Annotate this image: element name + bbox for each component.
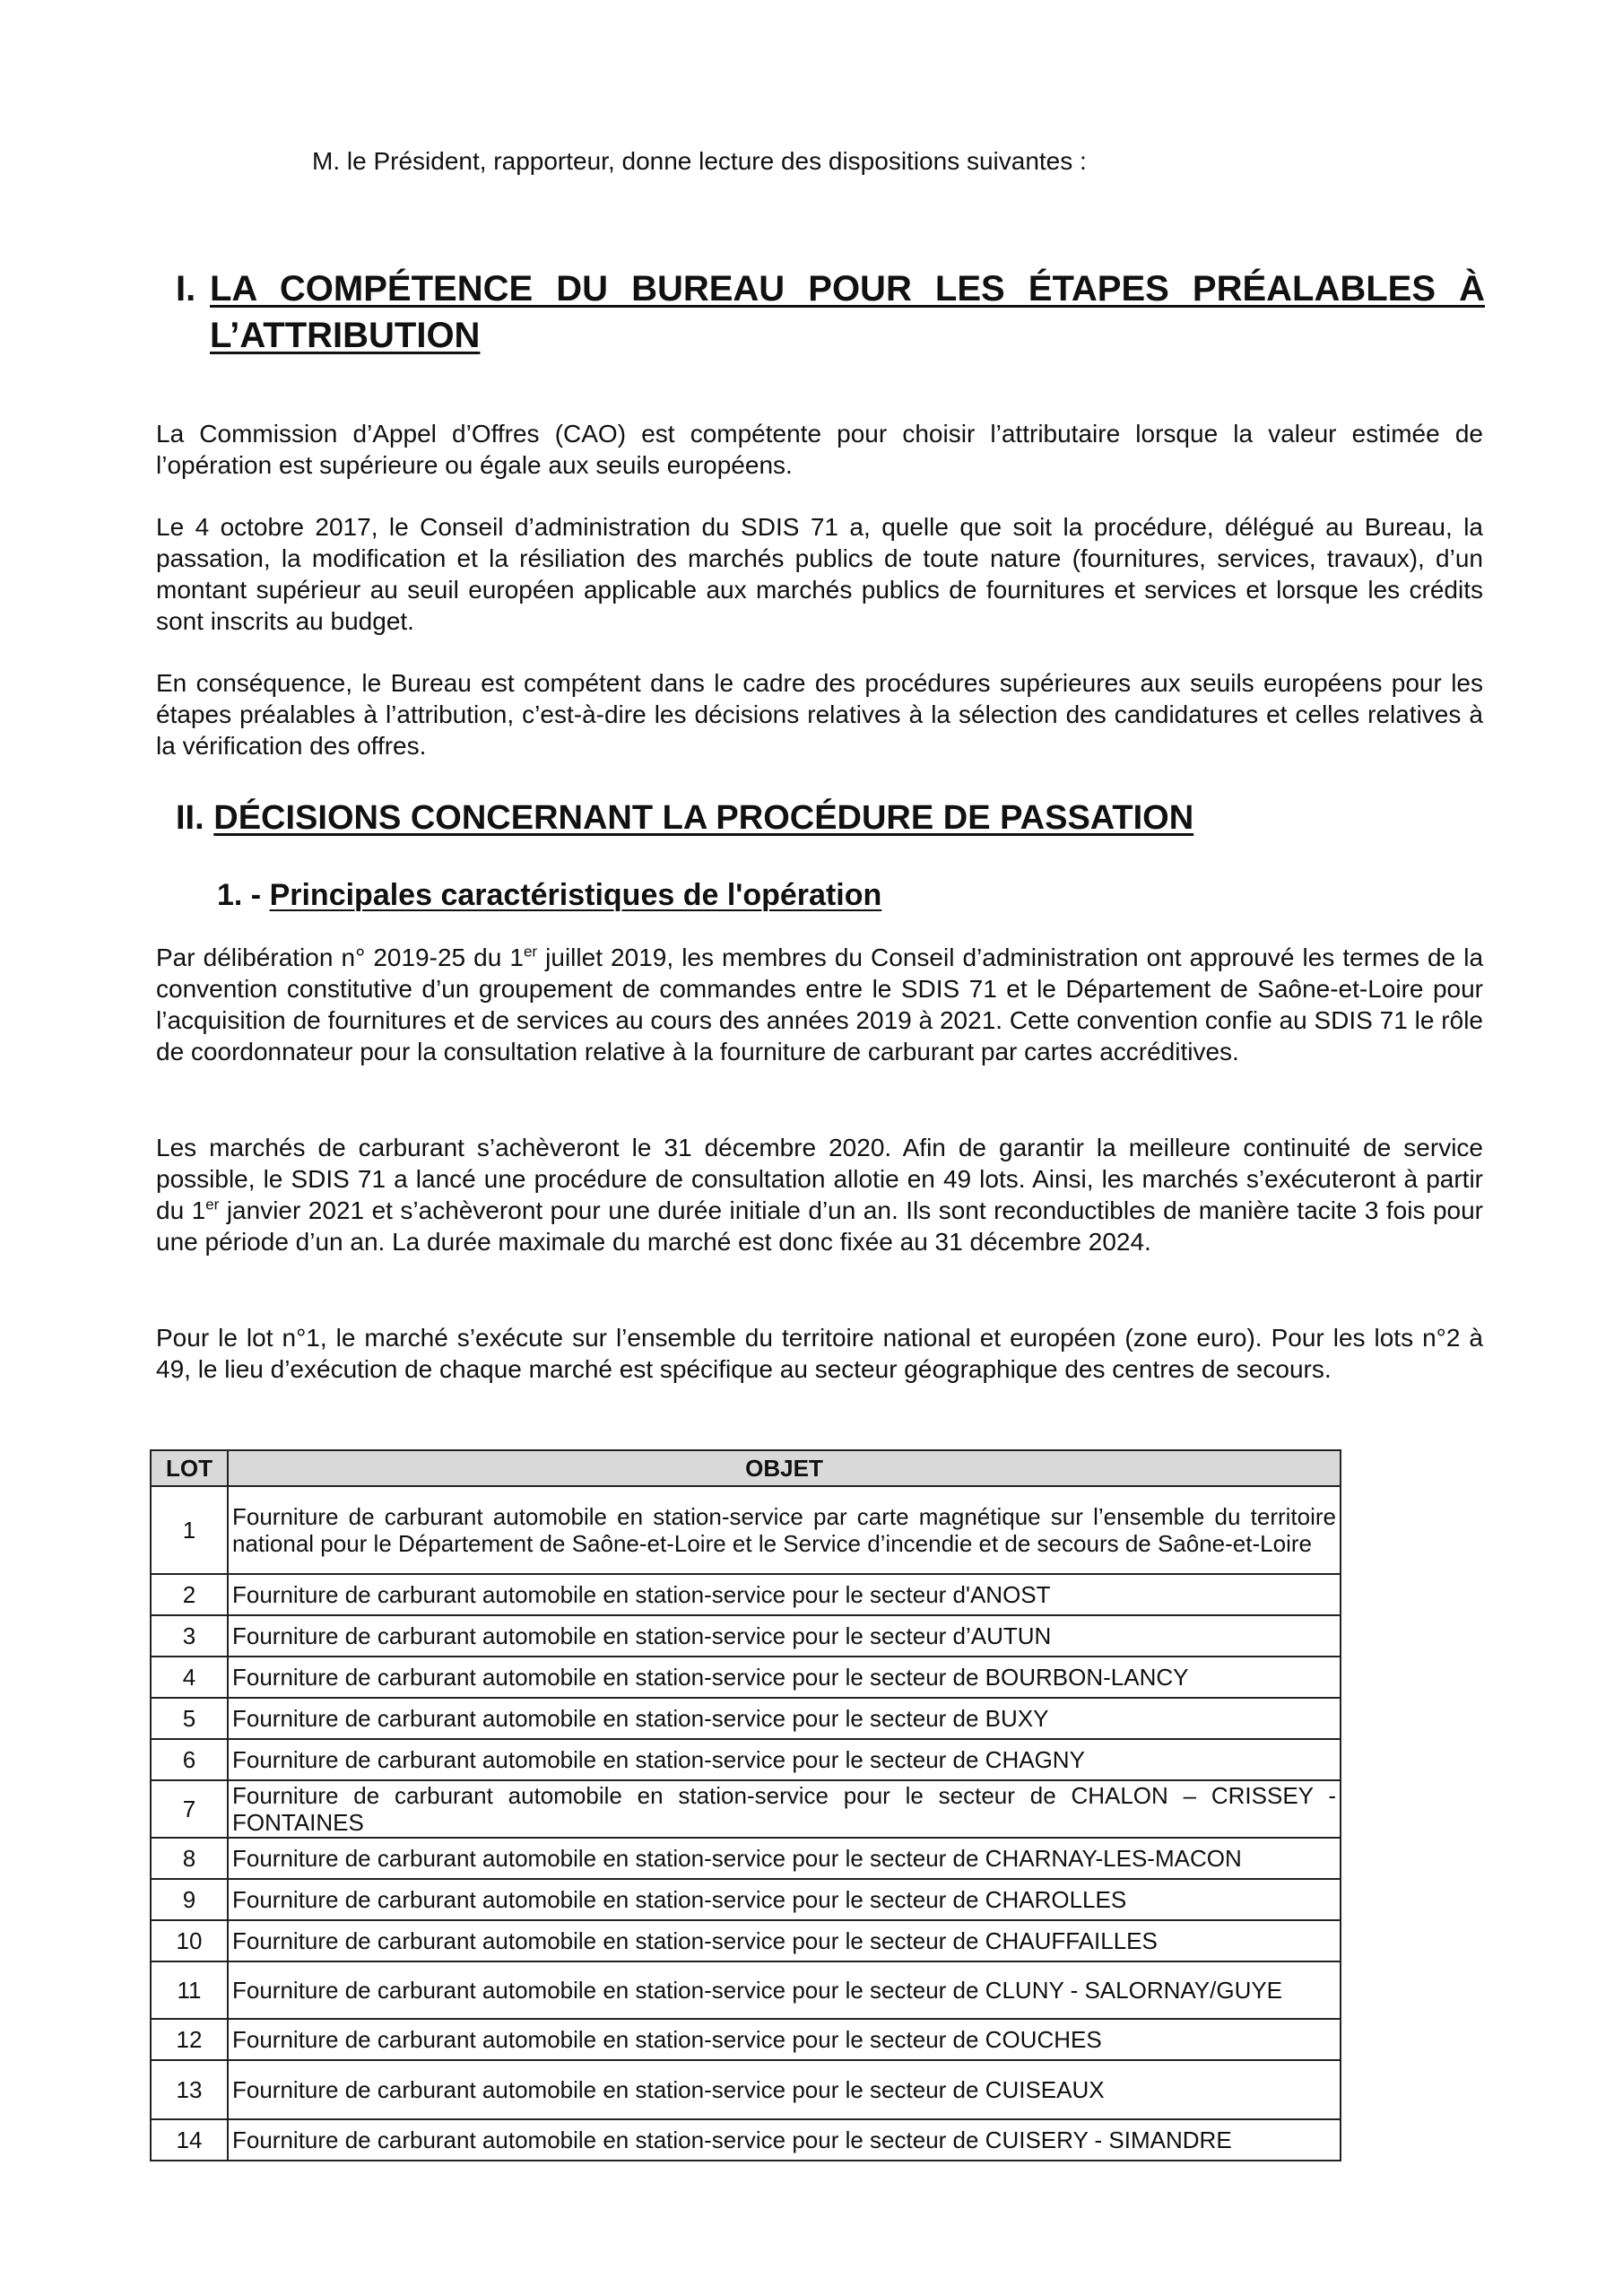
paragraph-deliberation-part2: juillet 2019, les membres du Conseil d’administration ont approuvé les termes de la convention constitutive d’un groupement de commandes entre le SDIS 71 et le Département de Saône-et-Loire pour l’acquisition de fournitures et de services au cours des années 2019 à 2021. Cette convention confie au SDIS 71 le rôle de coordonnateur pour la consultation relative à la fourniture de carburant par cartes accréditives. bbox=[156, 944, 1484, 1065]
paragraph-cao: La Commission d’Appel d’Offres (CAO) est compétente pour choisir l’attributaire lorsque la valeur estimée de l’opération est supérieure ou égale aux seuils européens. bbox=[156, 420, 1483, 479]
paragraph-marches-part2: janvier 2021 et s’achèveront pour une durée initiale d’un an. Ils sont reconductibles de manière tacite 3 fois pour une période d’un an. La durée maximale du marché est donc fixée au 31 décembre 2024. bbox=[156, 1196, 1484, 1256]
lot-objet: Fourniture de carburant automobile en station-service pour le secteur de CHALON – CRISSEY - FONTAINES bbox=[228, 1780, 1341, 1838]
lot-number: 13 bbox=[151, 2060, 228, 2119]
lot-number: 8 bbox=[151, 1838, 228, 1879]
table-header-row bbox=[151, 1450, 1341, 1486]
lot-number: 6 bbox=[151, 1739, 228, 1780]
table-row bbox=[151, 1920, 1341, 1961]
section-2-number: II. bbox=[176, 799, 204, 837]
superscript-er: er bbox=[205, 1196, 220, 1213]
superscript-er: er bbox=[523, 943, 538, 961]
table-row bbox=[151, 2060, 1341, 2119]
lot-number: 12 bbox=[151, 2019, 228, 2060]
lot-number: 11 bbox=[151, 1961, 228, 2019]
paragraph-marches bbox=[156, 1132, 1483, 1257]
lot-number: 10 bbox=[151, 1920, 228, 1961]
lot-number: 5 bbox=[151, 1698, 228, 1739]
lot-number: 4 bbox=[151, 1657, 228, 1698]
table-row bbox=[151, 1615, 1341, 1657]
paragraph-consequence: En conséquence, le Bureau est compétent dans le cadre des procédures supérieures aux seuils européens pour les étapes préalables à l’attribution, c’est-à-dire les décisions relatives à la sélection des candidatures et celles relatives à la vérification des offres. bbox=[156, 669, 1483, 760]
paragraph-delegation: Le 4 octobre 2017, le Conseil d’administration du SDIS 71 a, quelle que soit la procédure, délégué au Bureau, la passation, la modification et la résiliation des marchés publics de toute nature (fournitures, services, travaux), d’un montant supérieur au seuil européen applicable aux marchés publics de fournitures et services et lorsque les crédits sont inscrits au budget. bbox=[156, 513, 1483, 635]
table-row bbox=[151, 1698, 1341, 1739]
lot-objet: Fourniture de carburant automobile en station-service pour le secteur de CHAROLLES bbox=[228, 1879, 1341, 1920]
lot-objet: Fourniture de carburant automobile en station-service pour le secteur de CUISERY - SIMANDRE bbox=[228, 2119, 1341, 2161]
lots-table bbox=[150, 1449, 1341, 2161]
lot-number: 3 bbox=[151, 1615, 228, 1657]
table-row bbox=[151, 1780, 1341, 1838]
lot-objet: Fourniture de carburant automobile en station-service pour le secteur de COUCHES bbox=[228, 2019, 1341, 2060]
table-row bbox=[151, 1739, 1341, 1780]
paragraph-deliberation bbox=[156, 942, 1483, 1067]
lot-number: 2 bbox=[151, 1574, 228, 1615]
section-1-title: LA COMPÉTENCE DU BUREAU POUR LES ÉTAPES PRÉALABLES À L’ATTRIBUTION bbox=[210, 269, 1485, 355]
header-lot: LOT bbox=[151, 1450, 228, 1486]
section-1-number: I. bbox=[176, 269, 196, 309]
lot-number: 9 bbox=[151, 1879, 228, 1920]
table-row bbox=[151, 1574, 1341, 1615]
intro-line: M. le Président, rapporteur, donne lecture des dispositions suivantes : bbox=[312, 147, 1087, 175]
table-row bbox=[151, 1486, 1341, 1574]
table-row bbox=[151, 2119, 1341, 2161]
paragraph-deliberation-part1: Par délibération n° 2019-25 du 1 bbox=[156, 944, 524, 971]
lot-objet: Fourniture de carburant automobile en station-service pour le secteur de CHAUFFAILLES bbox=[228, 1920, 1341, 1961]
subsection-1-heading bbox=[217, 875, 881, 915]
lot-objet: Fourniture de carburant automobile en station-service pour le secteur de CHAGNY bbox=[228, 1739, 1341, 1780]
lot-objet: Fourniture de carburant automobile en station-service pour le secteur de CUISEAUX bbox=[228, 2060, 1341, 2119]
lot-objet: Fourniture de carburant automobile en station-service pour le secteur de CLUNY - SALORNAY/GUYE bbox=[228, 1961, 1341, 2019]
subsection-1-title: Principales caractéristiques de l'opération bbox=[269, 878, 882, 912]
table-row bbox=[151, 2019, 1341, 2060]
lot-objet: Fourniture de carburant automobile en station-service pour le secteur de CHARNAY-LES-MACON bbox=[228, 1838, 1341, 1879]
section-2-title: DÉCISIONS CONCERNANT LA PROCÉDURE DE PASSATION bbox=[213, 799, 1194, 837]
paragraph-marches-part1: Les marchés de carburant s’achèveront le 31 décembre 2020. Afin de garantir la meilleure continuité de service possible, le SDIS 71 a lancé une procédure de consultation allotie en 49 lots. Ainsi, les marchés s’exécuteront à partir du 1 bbox=[156, 1134, 1483, 1224]
table-row bbox=[151, 1879, 1341, 1920]
table-row bbox=[151, 1961, 1341, 2019]
lot-objet: Fourniture de carburant automobile en station-service pour le secteur de BOURBON-LANCY bbox=[228, 1657, 1341, 1698]
lot-number: 14 bbox=[151, 2119, 228, 2161]
section-2-heading bbox=[176, 796, 1193, 839]
table-row bbox=[151, 1657, 1341, 1698]
lot-objet: Fourniture de carburant automobile en station-service pour le secteur d’AUTUN bbox=[228, 1615, 1341, 1657]
subsection-1-number: 1. - bbox=[217, 878, 262, 912]
paragraph-lots: Pour le lot n°1, le marché s’exécute sur l’ensemble du territoire national et européen (zone euro). Pour les lots n°2 à 49, le lieu d’exécution de chaque marché est spécifique au secteur géographique des centres de secours. bbox=[156, 1324, 1483, 1383]
lot-number: 7 bbox=[151, 1780, 228, 1838]
lot-objet: Fourniture de carburant automobile en station-service pour le secteur de BUXY bbox=[228, 1698, 1341, 1739]
lot-objet: Fourniture de carburant automobile en station-service par carte magnétique sur l’ensemble du territoire national pour le Département de Saône-et-Loire et le Service d’incendie et de secours de Saône-et-Loire bbox=[228, 1486, 1341, 1574]
header-objet: OBJET bbox=[228, 1450, 1341, 1486]
table-row bbox=[151, 1838, 1341, 1879]
lot-number: 1 bbox=[151, 1486, 228, 1574]
lot-objet: Fourniture de carburant automobile en station-service pour le secteur d'ANOST bbox=[228, 1574, 1341, 1615]
